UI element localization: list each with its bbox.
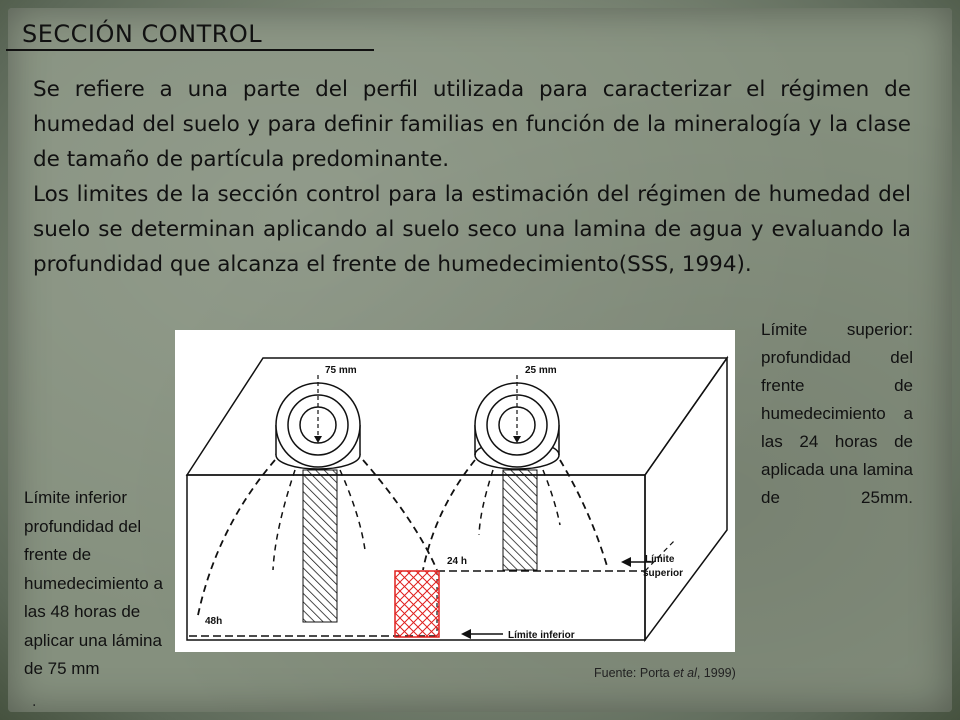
slide-title: SECCIÓN CONTROL xyxy=(22,20,263,48)
label-75mm: 75 mm xyxy=(325,365,357,376)
lower-limit-note-dot: . xyxy=(32,694,37,710)
paragraph-2: Los limites de la sección control para la estimación del régimen de humedad del suelo se determinan aplicando al suelo seco una lamina de agua y evaluando la profundidad que alcanza el frente de humedecimiento(SSS, 1994). xyxy=(33,182,911,277)
label-superior: superior xyxy=(643,568,684,579)
body-text xyxy=(33,72,911,282)
block-top-face xyxy=(187,358,727,475)
column-75mm xyxy=(303,470,337,622)
ring-25mm xyxy=(475,375,559,469)
diagram-svg xyxy=(175,330,735,652)
source-prefix: Fuente: Porta xyxy=(594,666,674,680)
block-side-face xyxy=(645,358,727,640)
upper-limit-note: Límite superior: profundidad del frente de humedecimiento a las 24 horas de aplicada una lamina de 25mm. xyxy=(761,320,913,507)
soil-control-section-diagram xyxy=(175,330,735,652)
paragraph-1: Se refiere a una parte del perfil utilizada para caracterizar el régimen de humedad del suelo y para definir familias en función de la mineralogía y la clase de tamaño de partícula predominante. xyxy=(33,77,911,172)
control-section-box xyxy=(395,571,439,637)
wetting-front-48h xyxy=(197,460,275,620)
label-25mm: 25 mm xyxy=(525,365,557,376)
source-suffix: , 1999) xyxy=(696,666,736,680)
source-citation xyxy=(594,666,736,680)
arrow-lower-limit xyxy=(461,629,471,639)
title-underline xyxy=(6,49,374,51)
label-24h: 24 h xyxy=(447,556,468,567)
source-italic: et al xyxy=(673,666,697,680)
lower-limit-note: Límite inferior profundidad del frente de humedecimiento a las 48 horas de aplicar una lámina de 75 mm xyxy=(24,488,163,678)
label-limite: Límite xyxy=(645,554,675,565)
column-25mm xyxy=(503,470,537,570)
arrow-upper-limit xyxy=(621,557,631,567)
ring-75mm xyxy=(276,375,360,469)
label-limite-inferior: Límite inferior xyxy=(508,630,575,641)
wetting-front-24h xyxy=(423,460,475,570)
label-48h: 48h xyxy=(205,616,223,627)
